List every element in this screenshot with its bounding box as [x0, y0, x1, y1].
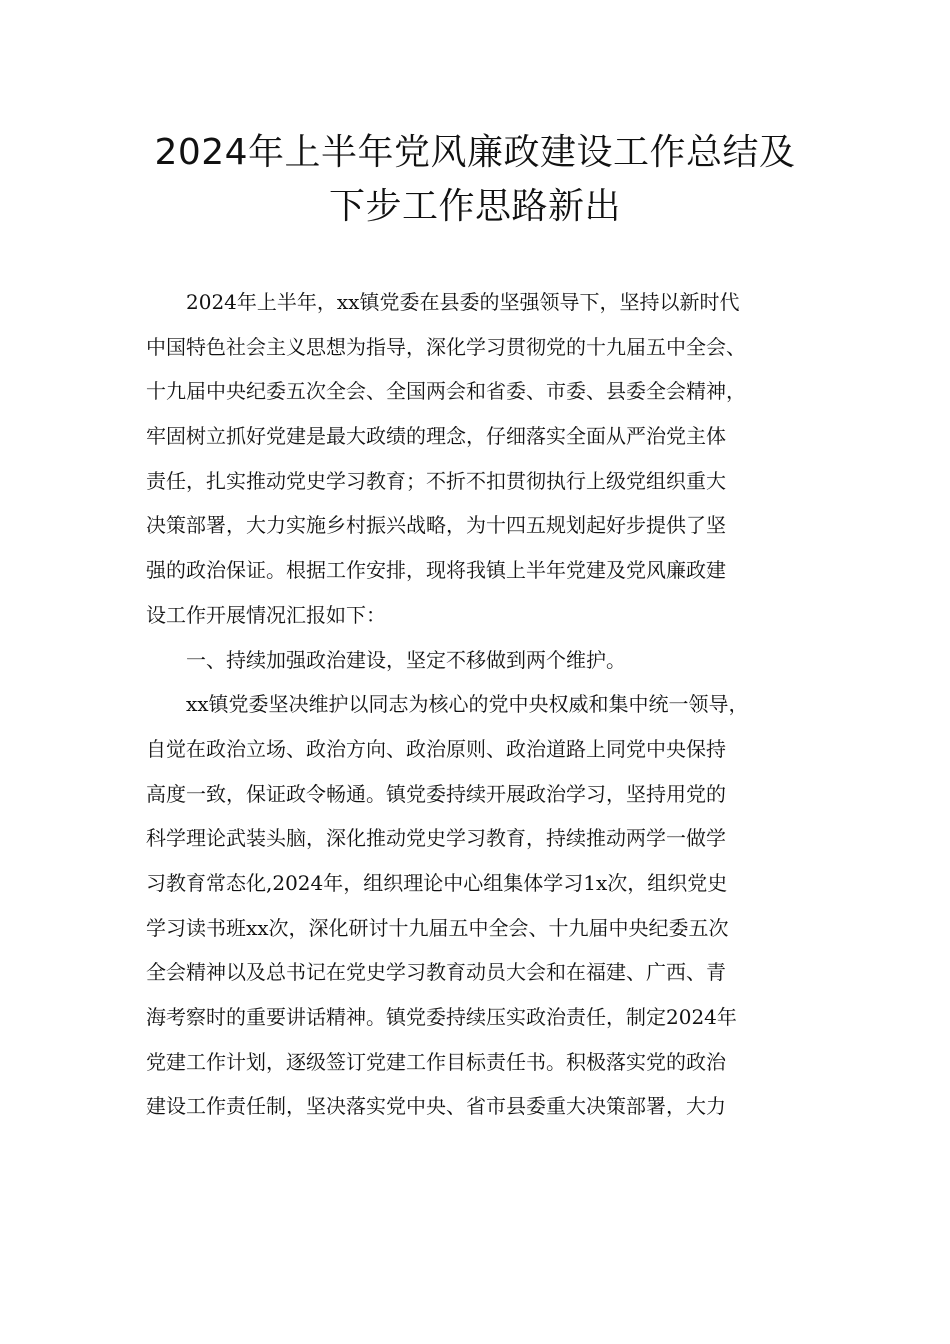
- title-line-1: 2024年上半年党风廉政建设工作总结及: [154, 132, 796, 173]
- paragraph-section-1-line: 自觉在政治立场、政治方向、政治原则、政治道路上同党中央保持: [146, 736, 726, 761]
- paragraph-section-1-line: 党建工作计划，逐级签订党建工作目标责任书。积极落实党的政治: [146, 1049, 726, 1074]
- paragraph-intro-line: 设工作开展情况汇报如下：: [146, 602, 386, 627]
- title-line-2: 下步工作思路新出: [328, 186, 621, 227]
- paragraph-section-1-line: 建设工作责任制，坚决落实党中央、省市县委重大决策部署，大力: [146, 1094, 726, 1119]
- paragraph-intro-line: 责任，扎实推动党史学习教育；不折不扣贯彻执行上级党组织重大: [146, 468, 726, 493]
- paragraph-section-1-line: 高度一致，保证政令畅通。镇党委持续开展政治学习，坚持用党的: [146, 781, 726, 806]
- paragraph-intro-line: 强的政治保证。根据工作安排，现将我镇上半年党建及党风廉政建: [146, 558, 726, 583]
- paragraph-intro-line: 决策部署，大力实施乡村振兴战略，为十四五规划起好步提供了坚: [146, 513, 726, 538]
- document-body: [146, 280, 812, 1129]
- paragraph-section-1-line: 习教育常态化,2024年，组织理论中心组集体学习1x次，组织党史: [146, 870, 728, 895]
- paragraph-section-1-line: 科学理论武装头脑，深化推动党史学习教育，持续推动两学一做学: [146, 826, 726, 851]
- paragraph-section-1-line: 学习读书班xx次，深化研讨十九届五中全会、十九届中央纪委五次: [146, 915, 729, 940]
- section-heading-1: 一、持续加强政治建设，坚定不移做到两个维护。: [186, 647, 626, 672]
- paragraph-section-1-line: xx镇党委坚决维护以同志为核心的党中央权威和集中统一领导，: [186, 692, 749, 717]
- paragraph-intro-line: 十九届中央纪委五次全会、全国两会和省委、市委、县委全会精神，: [146, 379, 746, 404]
- paragraph-intro-line: 牢固树立抓好党建是最大政绩的理念，仔细落实全面从严治党主体: [146, 424, 726, 449]
- document-title: [120, 126, 830, 234]
- paragraph-section-1-line: 全会精神以及总书记在党史学习教育动员大会和在福建、广西、青: [146, 960, 726, 985]
- paragraph-intro-line: 中国特色社会主义思想为指导，深化学习贯彻党的十九届五中全会、: [146, 334, 746, 359]
- paragraph-intro-line: 2024年上半年，xx镇党委在县委的坚强领导下，坚持以新时代: [186, 290, 740, 314]
- paragraph-section-1-line: 海考察时的重要讲话精神。镇党委持续压实政治责任，制定2024年: [146, 1005, 737, 1029]
